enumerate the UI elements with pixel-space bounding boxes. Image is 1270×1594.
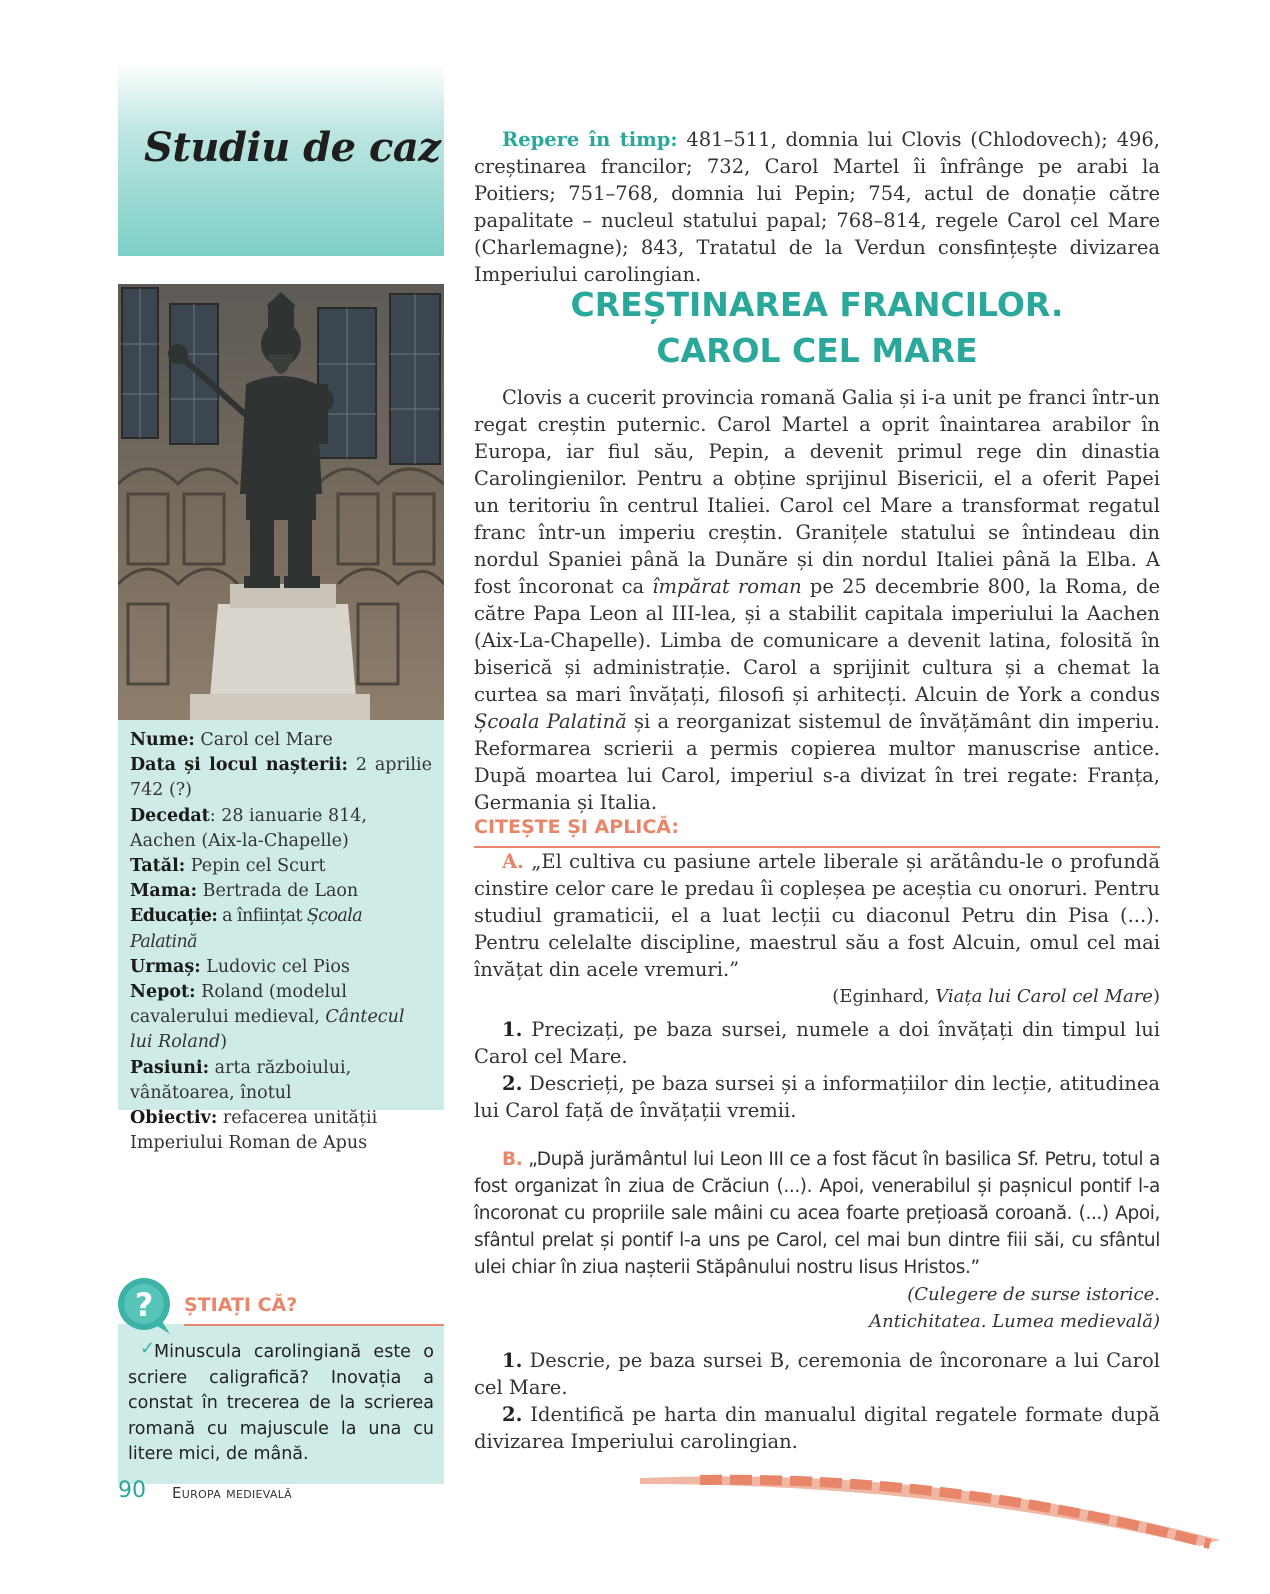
source-a-citation: (Eginhard, Viața lui Carol cel Mare) [832, 986, 1160, 1007]
source-a-block [474, 848, 1160, 1124]
timeline-paragraph [474, 126, 1160, 288]
source-b-citation: (Culegere de surse istorice. Antichitatea. Lumea medievală) [869, 1284, 1160, 1332]
decorative-ornament [640, 1470, 1220, 1550]
svg-text:?: ? [134, 1286, 154, 1324]
profile-nephew: Nepot: Roland (modelul cavalerului medieval, Cântecul lui Roland) [130, 982, 405, 1053]
did-you-know-box [118, 1284, 444, 1484]
timeline-text: 481–511, domnia lui Clovis (Chlodovech); 496, creștinarea francilor; 732, Carol Martel îi înfrânge pe arabi la Poitiers; 751–768, domnia lui Pepin; 754, actul de donație către papalitate – nucleul statului papal; 768–814, regele Carol cel Mare (Charlemagne); 843, Tratatul de la Verdun consfințește divizarea Imperiului carolingian. [474, 128, 1160, 286]
statue-photo [118, 284, 444, 720]
source-b-text: B. „După jurământul lui Leon III ce a fost făcut în basilica Sf. Petru, totul a fost organizat în ziua de Crăciun (...). Apoi, venerabilul și pașnicul pontif l-a încoronat cu propriile sale mâini cu acea foarte prețioasă coroană. (...) Apoi, sfântul prelat și pontif l-a uns pe Carol, cel mai bun dintre fiii săi, cu sfântul ulei chiar în ziua nașterii Stăpânului nostru Iisus Hristos.” [474, 1149, 1160, 1278]
profile-goal: Obiectiv: refacerea unității Imperiului Roman de Apus [130, 1108, 378, 1154]
source-b-question-1: 1. Descrie, pe baza sursei B, ceremonia de încoronare a lui Carol cel Mare. [474, 1349, 1160, 1399]
did-you-know-title: ȘTIAȚI CĂ? [184, 1294, 298, 1316]
source-a-question-2: 2. Descrieți, pe baza sursei și a informațiilor din lecție, atitudinea lui Carol față de învățații vremii. [474, 1072, 1160, 1122]
profile-successor: Urmaș: Ludovic cel Pios [130, 956, 350, 977]
page-number: 90 [118, 1478, 146, 1503]
profile-birth: Data și locul nașterii: 2 aprilie 742 (?) [130, 755, 432, 801]
footer-section-label: Europa medievală [172, 1484, 292, 1502]
source-b-question-2: 2. Identifică pe harta din manualul digital regatele formate după divizarea Imperiului carolingian. [474, 1403, 1160, 1453]
checkmark-icon: ✓ [140, 1338, 156, 1359]
profile-mother: Mama: Bertrada de Laon [130, 881, 359, 902]
profile-box [118, 720, 444, 1154]
lesson-title-line1: CREȘTINAREA FRANCILOR. [570, 285, 1064, 324]
profile-father: Tatăl: Pepin cel Scurt [130, 856, 326, 877]
source-b-block [474, 1146, 1160, 1455]
case-study-banner [118, 62, 444, 256]
did-you-know-text: Minuscula carolingiană este o scriere caligrafică? Inovația a constat în trecerea de la scrierea romană cu majuscule la una cu litere mici, de mână. [128, 1342, 434, 1464]
case-study-title: Studiu de caz [144, 124, 441, 171]
source-a-text: A. „El cultiva cu pasiune artele liberale și arătându-le o profundă cinstire celor care le predau îi copleșea pe aceștia cu onoruri. Pentru studiul gramaticii, el a luat lecții cu diaconul Petru din Pisa (...). Pentru celelalte discipline, maestrul său a fost Alcuin, omul cel mai învățat din acele vremuri.” [474, 850, 1160, 981]
profile-death: Decedat: 28 ianuarie 814, Aachen (Aix-la-Chapelle) [130, 805, 367, 851]
profile-hobbies: Pasiuni: arta războiului, vânătoarea, înotul [130, 1057, 352, 1103]
read-and-apply-heading: CITEȘTE ȘI APLICĂ: [474, 816, 1160, 848]
source-a-question-1: 1. Precizați, pe baza sursei, numele a doi învățați din timpul lui Carol cel Mare. [474, 1018, 1160, 1068]
profile-name: Nume: Carol cel Mare [130, 730, 333, 750]
lesson-title [474, 282, 1160, 374]
timeline-label: Repere în timp: [502, 128, 678, 151]
charlemagne-statue-image [118, 284, 444, 720]
lesson-body: Clovis a cucerit provincia romană Galia și i-a unit pe franci într-un regat creștin puternic. Carol Martel a oprit înaintarea arabilor în Europa, iar fiul său, Pepin, a devenit primul rege din dinastia Carolingienilor. Pentru a obține sprijinul Bisericii, el a oferit Papei un teritoriu în centrul Italiei. Carol cel Mare a transformat regatul franc într-un imperiu creștin. Granițele statului se întindeau din nordul Spaniei până la Dunăre și din nordul Italiei până la Elba. A fost încoronat ca împărat roman pe 25 decembrie 800, la Roma, de către Papa Leon al III-lea, și a stabilit capitala imperiului la Aachen (Aix-La-Chapelle). Limba de comunicare a devenit latina, folosită în biserică și administrație. Carol a sprijinit cultura și a chemat la curtea sa mari învățați, filosofi și arhitecți. Alcuin de York a condus Școala Palatină și a reorganizat sistemul de învățământ din imperiu. Reformarea scrierii a permis copierea multor manuscrise antice. După moartea lui Carol, imperiul s-a divizat în trei regate: Franța, Germania și Italia. [474, 386, 1160, 814]
did-you-know-rule [184, 1324, 444, 1326]
lesson-title-line2: CAROL CEL MARE [656, 331, 978, 370]
profile-education: Educație: a înființat Școala Palatină [130, 906, 363, 952]
question-bubble-icon [114, 1276, 174, 1336]
